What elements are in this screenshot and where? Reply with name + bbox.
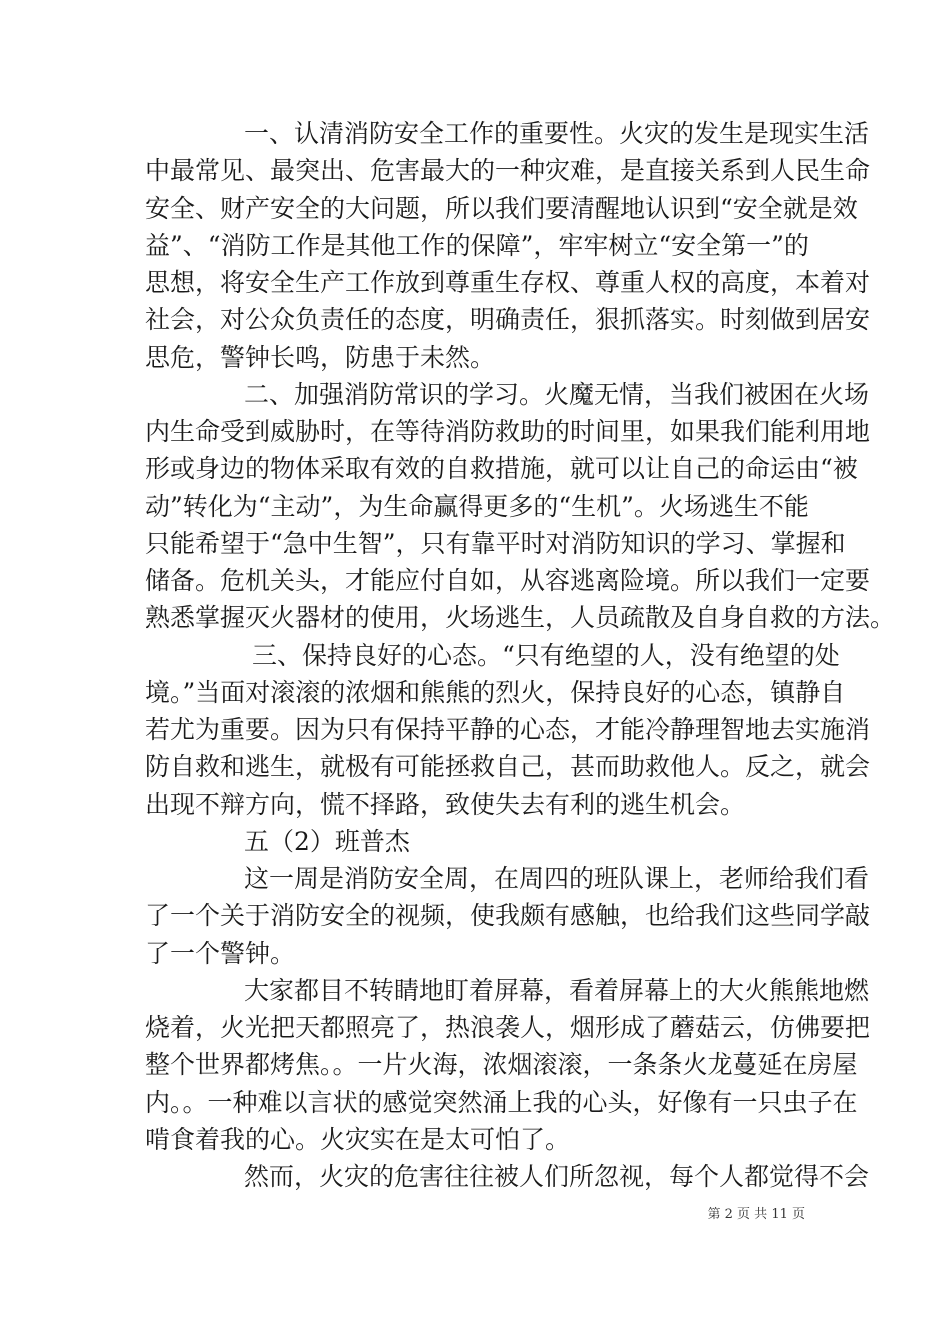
text-line: 三、保持良好的心态。“只有绝望的人，没有绝望的处 [252,640,840,670]
paragraph [145,637,871,823]
text-line: 了一个警钟。 [145,938,296,968]
text-line: 啃食着我的心。火灾实在是太可怕了。 [145,1124,571,1154]
text-line: 内生命受到威胁时，在等待消防救助的时间里，如果我们能利用地 [145,417,871,446]
paragraph [145,860,871,972]
text-line: 防自救和逃生，就极有可能拯救自己，甚而助救他人。反之，就会 [145,752,871,782]
paragraph [145,1158,870,1195]
text-line: 大家都目不转睛地盯着屏幕，看着屏幕上的大火熊熊地燃 [244,975,870,1005]
paragraph [145,115,871,376]
text-line: 五（2）班普杰 [244,826,410,856]
text-line: 然而，火灾的危害往往被人们所忽视，每个人都觉得不会 [244,1162,870,1191]
document-body [145,115,896,1195]
text-line: 形或身边的物体采取有效的自救措施，就可以让自己的命运由“被 [145,454,858,484]
text-line: 只能希望于“急中生智”，只有靠平时对消防知识的学习、掌握和 [145,528,846,558]
paragraph [145,376,896,637]
text-line: 内。。一种难以言状的感觉突然涌上我的心头，好像有一只虫子在 [145,1087,858,1117]
text-line: 出现不辩方向，慌不择路，致使失去有利的逃生机会。 [145,789,746,819]
text-line: 一、认清消防安全工作的重要性。火灾的发生是现实生活 [244,119,870,148]
text-line: 整个世界都烤焦。。一片火海，浓烟滚滚，一条条火龙蔓延在房屋 [145,1050,858,1080]
text-line: 中最常见、最突出、危害最大的一种灾难，是直接关系到人民生命 [145,156,871,186]
text-line: 二、加强消防常识的学习。火魔无情，当我们被困在火场 [244,379,870,409]
text-line: 储备。危机关头，才能应付自如，从容逃离险境。所以我们一定要 [145,566,871,595]
page-number: 第 2 页 共 11 页 [707,1207,805,1222]
text-line: 思危，警钟长鸣，防患于未然。 [145,342,496,372]
text-line: 熟悉掌握灭火器材的使用，火场逃生，人员疏散及自身自救的方法。 [145,603,896,633]
paragraph [145,823,807,860]
text-line: 这一周是消防安全周，在周四的班队课上，老师给我们看 [244,864,870,893]
text-line: 益”、“消防工作是其他工作的保障”，牢牢树立“安全第一”的 [145,230,809,260]
text-line: 动”转化为“主动”，为生命赢得更多的“生机”。火场逃生不能 [145,491,809,521]
text-line: 社会，对公众负责任的态度，明确责任，狠抓落实。时刻做到居安 [145,305,871,335]
text-line: 思想，将安全生产工作放到尊重生存权、尊重人权的高度，本着对 [145,268,871,297]
text-line: 境。”当面对滚滚的浓烟和熊熊的烈火，保持良好的心态，镇静自 [145,677,846,707]
text-line: 了一个关于消防安全的视频，使我颇有感触，也给我们这些同学敲 [145,901,871,931]
text-line: 烧着，火光把天都照亮了，热浪袭人，烟形成了蘑菇云，仿佛要把 [145,1013,871,1042]
text-line: 安全、财产安全的大问题，所以我们要清醒地认识到“安全就是效 [145,193,858,223]
paragraph [145,972,871,1158]
text-line: 若尤为重要。因为只有保持平静的心态，才能冷静理智地去实施消 [145,715,871,744]
